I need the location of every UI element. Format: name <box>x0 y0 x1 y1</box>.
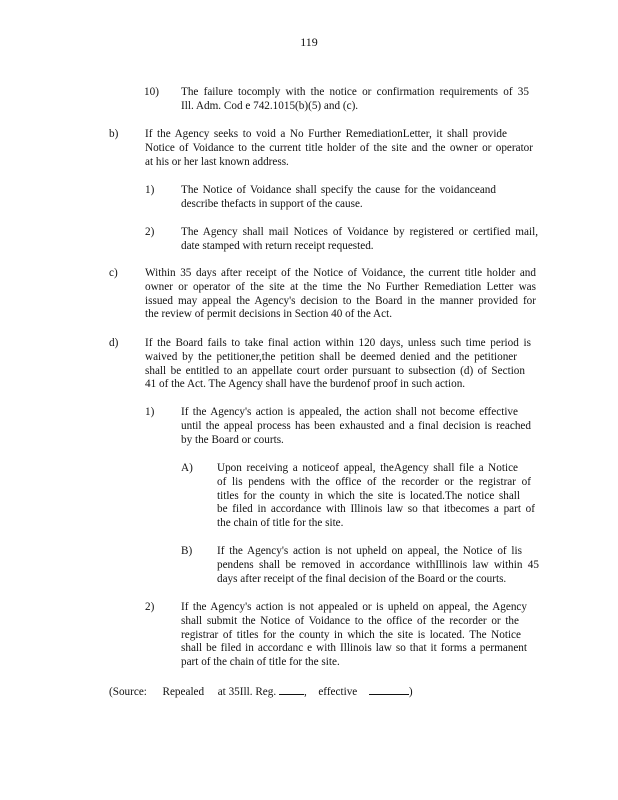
item-text <box>181 86 529 114</box>
text-line: shall be entitled to an appellate court order pursuant to subsection (d) of Section <box>145 364 525 377</box>
text-line: issued may appeal the Agency's decision to the Board in the manner provided for <box>145 294 536 307</box>
source-note <box>109 684 413 700</box>
text-line: If the Agency seeks to void a No Further RemediationLetter, it shall provide <box>145 128 507 140</box>
text-line: by the Board or courts. <box>181 433 284 446</box>
source-comma: , <box>303 686 307 698</box>
text-line: shall submit the Notice of Voidance to the office of the recorder or the <box>181 614 519 627</box>
item-text <box>145 337 531 392</box>
text-line: The Notice of Voidance shall specify the cause for the voidanceand <box>181 184 496 196</box>
source-register: at 35Ill. Reg. <box>217 686 277 698</box>
text-line: owner or operator of the site at the time the No Further Remediation Letter was <box>145 280 536 293</box>
item-label: b) <box>109 128 119 140</box>
item-label: B) <box>181 545 193 557</box>
text-line: The Agency shall mail Notices of Voidance by registered or certified mail, <box>181 226 538 238</box>
item-text <box>181 226 538 254</box>
text-line: Ill. Adm. Cod e 742.1015(b)(5) and (c). <box>181 99 359 112</box>
text-line: waived by the petitioner,the petition shall be deemed denied and the petitioner <box>145 350 517 363</box>
text-line: The failure tocomply with the notice or confirmation requirements of 35 <box>181 86 529 98</box>
text-line: registrar of titles for the county in which the site is located. The Notice <box>181 628 521 641</box>
text-line: Notice of Voidance to the current title holder of the site and the owner or operator <box>145 141 533 154</box>
item-label: 10) <box>144 86 159 98</box>
item-text <box>217 545 539 586</box>
source-close: ) <box>408 686 413 698</box>
item-text <box>145 128 533 169</box>
item-label: 2) <box>145 226 155 238</box>
page-number: 119 <box>300 35 318 49</box>
text-line: If the Agency's action is not upheld on appeal, the Notice of lis <box>217 545 522 557</box>
text-line: until the appeal process has been exhausted and a final decision is reached <box>181 419 531 432</box>
register-blank <box>279 684 304 695</box>
text-line: If the Agency's action is appealed, the action shall not become effective <box>181 406 518 418</box>
text-line: date stamped with return receipt requested. <box>181 239 374 252</box>
item-label: c) <box>109 267 118 279</box>
item-label: d) <box>109 337 119 349</box>
text-line: part of the chain of title for the site. <box>181 656 340 669</box>
text-line: 41 of the Act. The Agency shall have the burdenof proof in such action. <box>145 378 466 391</box>
text-line: If the Board fails to take final action within 120 days, unless such time period is <box>145 337 531 349</box>
source-open: (Source: <box>109 686 147 698</box>
text-line: pendens shall be removed in accordance withIllinois law within 45 <box>217 558 539 571</box>
text-line: the review of permit decisions in Section 40 of the Act. <box>145 308 392 321</box>
text-line: days after receipt of the final decision of the Board or the courts. <box>217 572 507 585</box>
text-line: Within 35 days after receipt of the Notice of Voidance, the current title holder and <box>145 267 536 279</box>
source-repealed: Repealed <box>162 686 205 698</box>
item-text <box>181 406 531 447</box>
text-line: describe thefacts in support of the cause. <box>181 197 363 210</box>
text-line: If the Agency's action is not appealed or is upheld on appeal, the Agency <box>181 601 527 613</box>
text-line: of lis pendens with the office of the recorder or the registrar of <box>217 475 531 488</box>
text-line: titles for the county in which the site is located.The notice shall <box>217 489 520 502</box>
item-label: 1) <box>145 184 155 196</box>
text-line: shall be filed in accordanc e with Illinois law so that it forms a permanent <box>181 642 527 655</box>
item-text <box>217 462 535 531</box>
item-text <box>181 601 527 670</box>
text-line: the chain of title for the site. <box>217 517 344 530</box>
text-line: be filed in accordance with Illinois law so that itbecomes a part of <box>217 503 535 516</box>
text-line: Upon receiving a noticeof appeal, theAgency shall file a Notice <box>217 462 518 474</box>
text-line: at his or her last known address. <box>145 155 289 168</box>
item-label: A) <box>181 462 193 474</box>
item-label: 1) <box>145 406 155 418</box>
item-text <box>181 184 496 212</box>
source-effective: effective <box>318 686 358 698</box>
item-label: 2) <box>145 601 155 613</box>
effective-date-blank <box>369 684 409 695</box>
item-text <box>145 267 536 322</box>
